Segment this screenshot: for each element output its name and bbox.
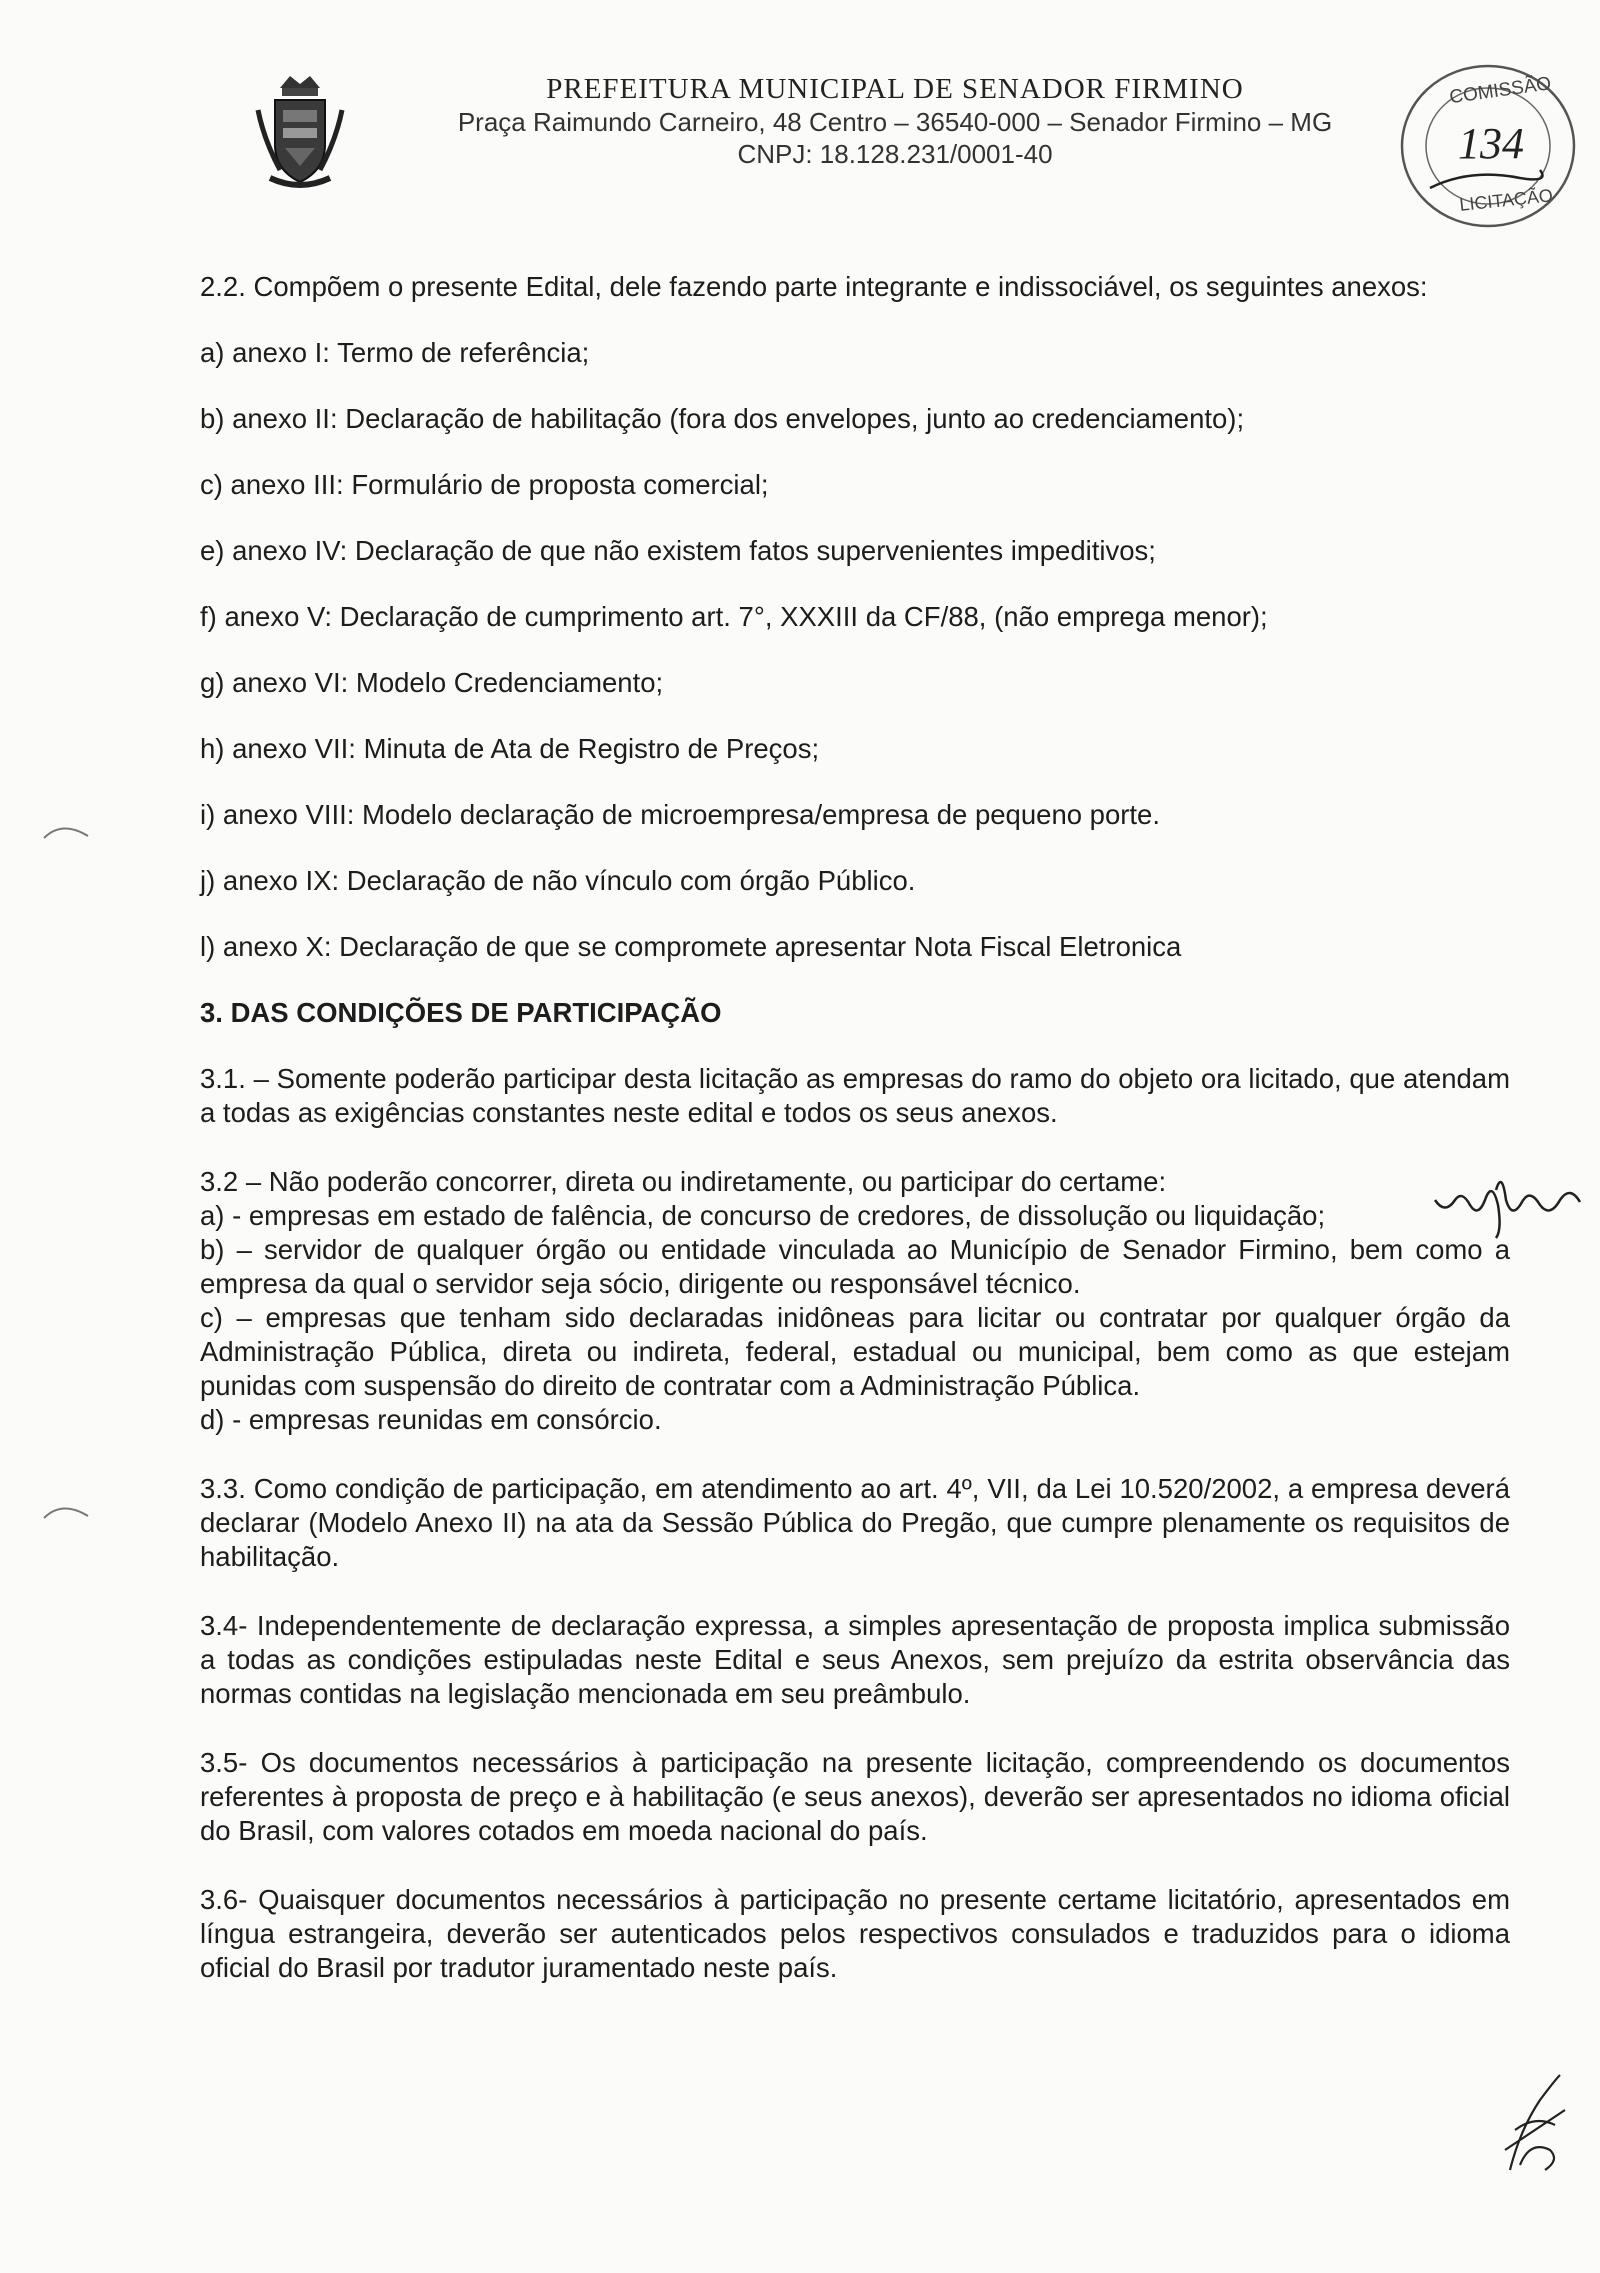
clause-3-2: [200, 1165, 1510, 1437]
clause-3-2-lead: 3.2 – Não poderão concorrer, direta ou indiretamente, ou participar do certame:: [200, 1166, 1167, 1197]
margin-mark: [42, 820, 92, 842]
section-3-title: 3. DAS CONDIÇÕES DE PARTICIPAÇÃO: [200, 997, 722, 1028]
svg-text:134: 134: [1458, 119, 1524, 168]
municipality-address: Praça Raimundo Carneiro, 48 Centro – 36540-000 – Senador Firmino – MG: [457, 107, 1333, 137]
annex-item: a) anexo I: Termo de referência;: [200, 337, 590, 368]
annex-item: g) anexo VI: Modelo Credenciamento;: [200, 667, 664, 698]
municipality-cnpj: CNPJ: 18.128.231/0001-40: [737, 139, 1053, 169]
section-2-2: 2.2. Compõem o presente Edital, dele fazendo parte integrante e indissociável, os seguintes anexos:: [200, 271, 1428, 302]
annex-item: b) anexo II: Declaração de habilitação (fora dos envelopes, junto ao credenciamento);: [200, 403, 1245, 434]
annex-item: c) anexo III: Formulário de proposta comercial;: [200, 469, 769, 500]
letterhead: [360, 72, 1430, 170]
annex-item: h) anexo VII: Minuta de Ata de Registro de Preços;: [200, 733, 820, 764]
clause-3-2-c: c) – empresas que tenham sido declaradas inidôneas para licitar ou contratar por qualquer órgão da Administração Pública, direta ou indireta, federal, estadual ou municipal, bem como as que estejam punidas com suspensão do direito de contratar com a Administração Pública.: [200, 1302, 1510, 1401]
svg-text:COMISSÃO: COMISSÃO: [1448, 73, 1553, 109]
municipal-crest-icon: [250, 70, 350, 195]
municipality-name: PREFEITURA MUNICIPAL DE SENADOR FIRMINO: [546, 73, 1244, 105]
clause-3-1: 3.1. – Somente poderão participar desta licitação as empresas do ramo do objeto ora licitado, que atendam a todas as exigências constantes neste edital e todos os seus anexos.: [200, 1063, 1510, 1128]
clause-3-5: 3.5- Os documentos necessários à participação na presente licitação, compreendendo os documentos referentes à proposta de preço e à habilitação (e seus anexos), deverão ser apresentados no idioma oficial do Brasil, com valores cotados em moeda nacional do país.: [200, 1747, 1510, 1846]
signature-mark: [1500, 2070, 1570, 2180]
clause-3-2-b: b) – servidor de qualquer órgão ou entidade vinculada ao Município de Senador Firmino, bem como a empresa da qual o servidor seja sócio, dirigente ou responsável técnico.: [200, 1234, 1510, 1299]
commission-stamp: [1390, 58, 1580, 233]
clause-3-6: 3.6- Quaisquer documentos necessários à participação no presente certame licitatório, apresentados em língua estrangeira, deverão ser autenticados pelos respectivos consulados e traduzidos para o idioma oficial do Brasil por tradutor juramentado neste país.: [200, 1884, 1510, 1983]
annex-item: l) anexo X: Declaração de que se compromete apresentar Nota Fiscal Eletronica: [200, 931, 1182, 962]
annex-item: f) anexo V: Declaração de cumprimento art. 7°, XXXIII da CF/88, (não emprega menor);: [200, 601, 1268, 632]
handwritten-initial: [1430, 1160, 1590, 1240]
clause-3-2-d: d) - empresas reunidas em consórcio.: [200, 1404, 662, 1435]
annex-item: j) anexo IX: Declaração de não vínculo com órgão Público.: [200, 865, 916, 896]
edital-body: [200, 270, 1510, 2020]
annex-item: e) anexo IV: Declaração de que não existem fatos supervenientes impeditivos;: [200, 535, 1156, 566]
clause-3-4: 3.4- Independentemente de declaração expressa, a simples apresentação de proposta implica submissão a todas as condições estipuladas neste Edital e seus Anexos, sem prejuízo da estrita observância das normas contidas na legislação mencionada em seu preâmbulo.: [200, 1610, 1510, 1709]
clause-3-2-a: a) - empresas em estado de falência, de concurso de credores, de dissolução ou liquidação;: [200, 1200, 1326, 1231]
annex-item: i) anexo VIII: Modelo declaração de microempresa/empresa de pequeno porte.: [200, 799, 1160, 830]
svg-text:LICITAÇÃO: LICITAÇÃO: [1458, 185, 1554, 215]
clause-3-3: 3.3. Como condição de participação, em atendimento ao art. 4º, VII, da Lei 10.520/2002, a empresa deverá declarar (Modelo Anexo II) na ata da Sessão Pública do Pregão, que cumpre plenamente os requisitos de habilitação.: [200, 1473, 1510, 1572]
margin-mark: [42, 1500, 92, 1522]
